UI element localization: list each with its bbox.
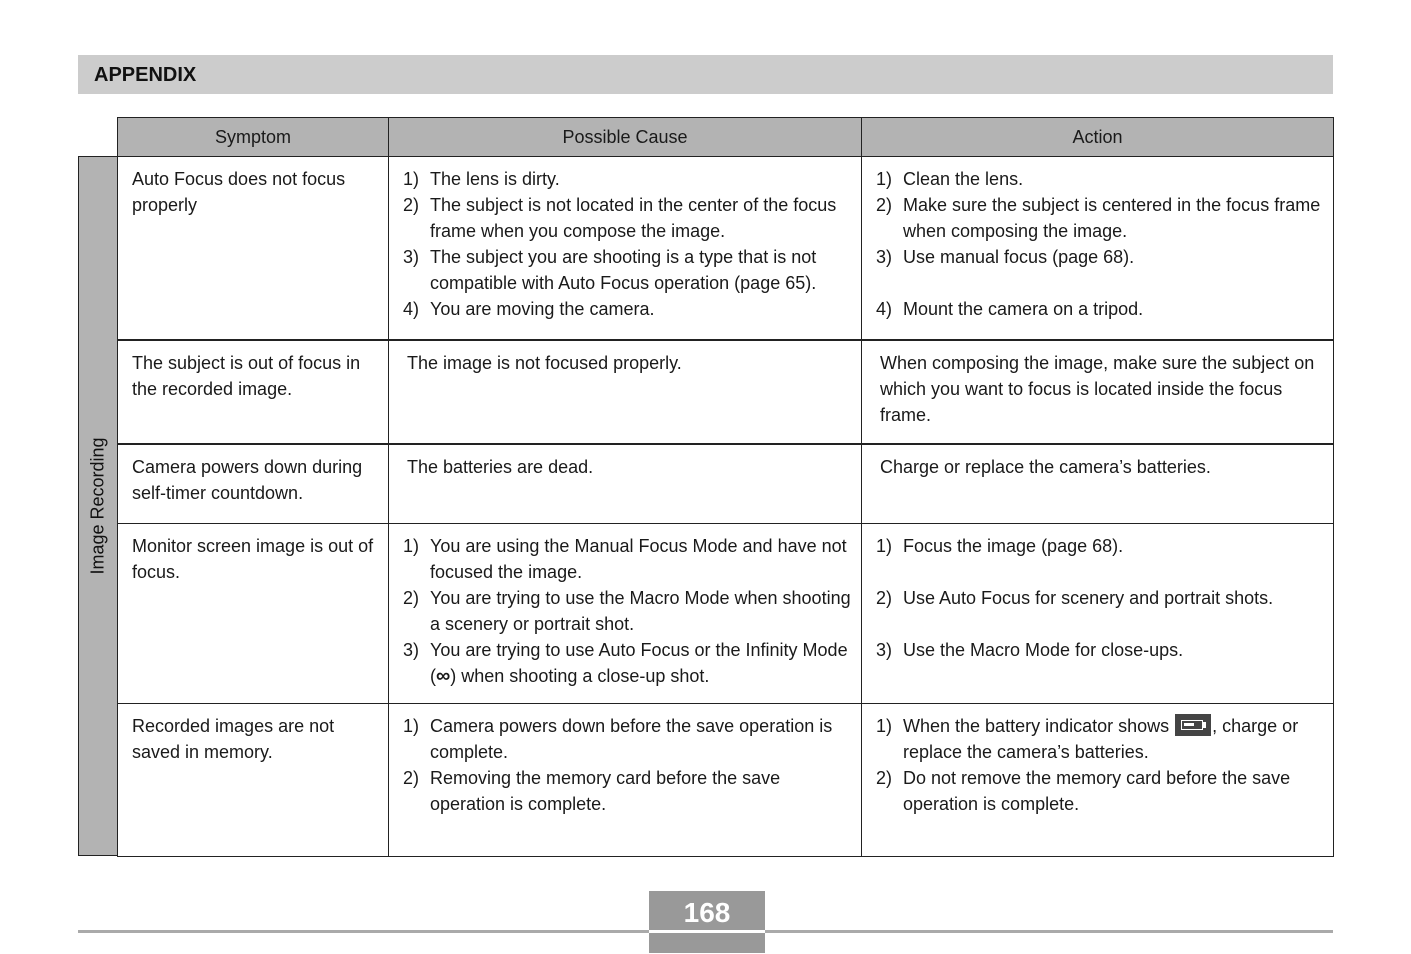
symptom-cell: The subject is out of focus in the recorded image. (118, 340, 389, 444)
cause-cell (389, 157, 862, 340)
page-number-box (649, 891, 765, 953)
list-item: 1) Focus the image (page 68). (876, 536, 1124, 556)
list-item: 1) Camera powers down before the save operation is complete. (403, 716, 833, 762)
list-item: 3) The subject you are shooting is a type that is not compatible with Auto Focus operation (page 65). (403, 247, 817, 293)
side-category-label (78, 156, 117, 856)
list-item: 3) Use manual focus (page 68). (876, 247, 1135, 267)
cause-cell: The image is not focused properly. (389, 340, 862, 444)
cause-cell: The batteries are dead. (389, 444, 862, 524)
symptom-cell: Auto Focus does not focus properly (118, 157, 389, 340)
symptom-cell: Recorded images are not saved in memory. (118, 704, 389, 857)
list-item: 3) You are trying to use Auto Focus or the Infinity Mode (∞) when shooting a close-up shot. (403, 640, 848, 687)
page-number: 168 (683, 897, 731, 928)
page-number-divider (649, 930, 765, 933)
table-row (118, 340, 1334, 444)
column-header-symptom: Symptom (118, 118, 389, 157)
table-row (118, 524, 1334, 704)
action-cell (862, 157, 1334, 340)
list-item: 1) The lens is dirty. (403, 169, 560, 189)
troubleshooting-table (117, 117, 1334, 857)
list-item: 1) When the battery indicator shows , charge or replace the camera’s batteries. (876, 716, 1299, 762)
section-title: APPENDIX (94, 64, 197, 86)
list-item: 1) Clean the lens. (876, 169, 1024, 189)
table-row (118, 157, 1334, 340)
action-cell: Charge or replace the camera’s batteries. (862, 444, 1334, 524)
cause-cell (389, 704, 862, 857)
list-item: 1) You are using the Manual Focus Mode and have not focused the image. (403, 536, 847, 582)
action-cell (862, 704, 1334, 857)
table-row (118, 444, 1334, 524)
infinity-icon: ∞ (436, 665, 451, 687)
list-item: 2) You are trying to use the Macro Mode when shooting a scenery or portrait shot. (403, 588, 851, 634)
action-cell: When composing the image, make sure the subject on which you want to focus is located inside the focus frame. (862, 340, 1334, 444)
list-item: 2) Do not remove the memory card before the save operation is complete. (876, 768, 1291, 814)
table-row (118, 704, 1334, 857)
column-header-action: Action (862, 118, 1334, 157)
table-header-row (118, 118, 1334, 157)
action-cell (862, 524, 1334, 704)
section-header-bar (78, 55, 1333, 94)
list-item: 2) Make sure the subject is centered in the focus frame when composing the image. (876, 195, 1321, 241)
list-item: 4) Mount the camera on a tripod. (876, 299, 1144, 319)
list-item: 3) Use the Macro Mode for close-ups. (876, 640, 1184, 660)
list-item: 4) You are moving the camera. (403, 299, 655, 319)
column-header-cause: Possible Cause (389, 118, 862, 157)
list-item: 2) The subject is not located in the center of the focus frame when you compose the image. (403, 195, 837, 241)
list-item: 2) Removing the memory card before the save operation is complete. (403, 768, 781, 814)
side-category-text: Image Recording (87, 437, 108, 575)
battery-low-icon (1175, 714, 1211, 736)
list-item: 2) Use Auto Focus for scenery and portrait shots. (876, 588, 1274, 608)
cause-cell (389, 524, 862, 704)
symptom-cell: Camera powers down during self-timer countdown. (118, 444, 389, 524)
symptom-cell: Monitor screen image is out of focus. (118, 524, 389, 704)
